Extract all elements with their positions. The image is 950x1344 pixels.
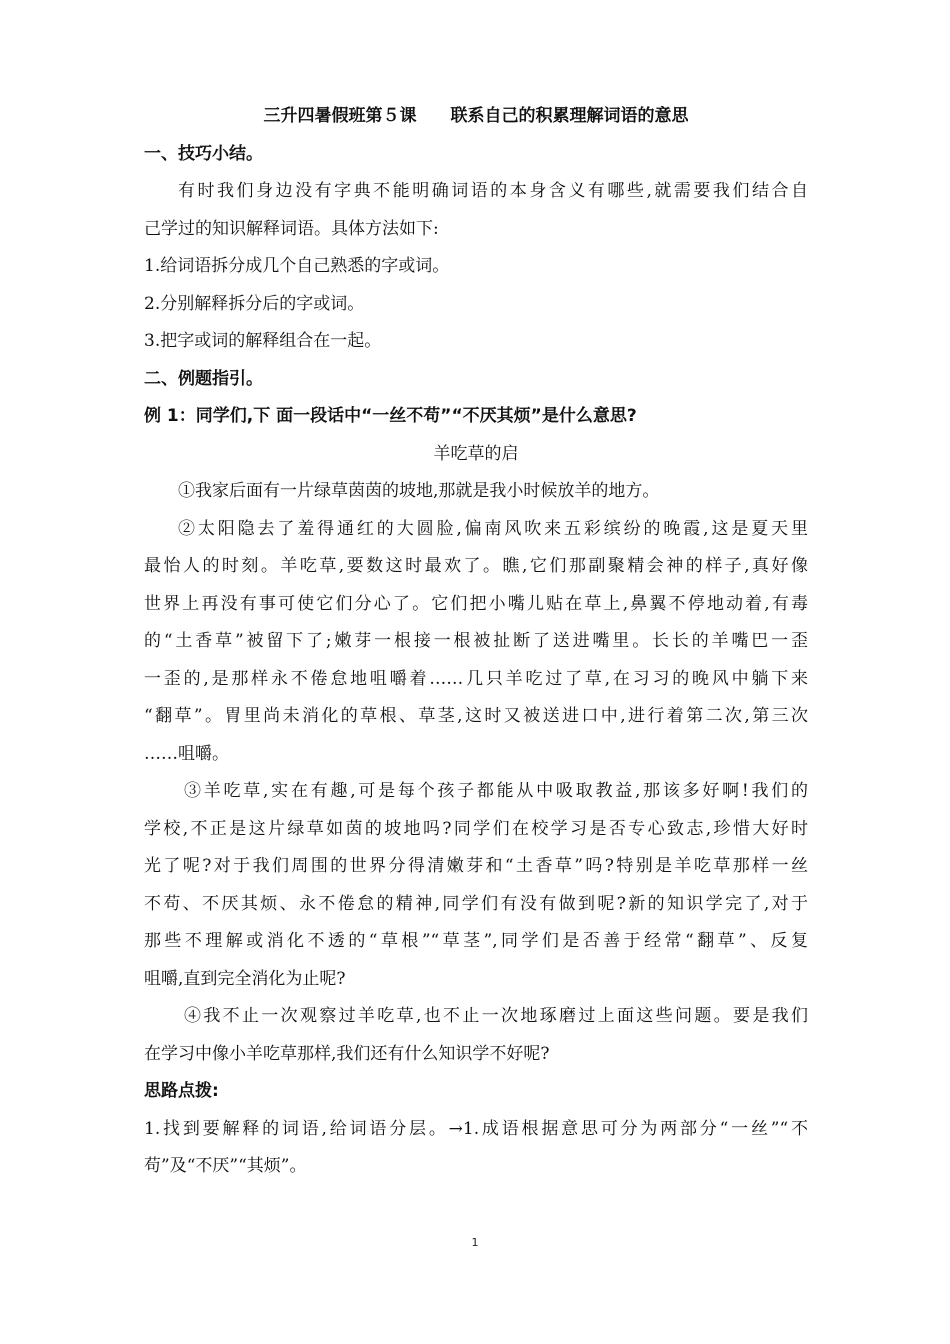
hint-line: 苟”及“不厌”“其烦”。 [144, 1156, 307, 1176]
paragraph-line: 世界上再没有事可使它们分心了。它们把小嘴儿贴在草上,鼻翼不停地动着,有毒 [144, 593, 808, 614]
paragraph-line: ④我不止一次观察过羊吃草,也不止一次地琢磨过上面这些问题。要是我们 [184, 1006, 808, 1026]
paragraph-line: 那些不理解或消化不透的“草根”“草茎”,同学们是否善于经常“翻草”、反复 [144, 931, 808, 951]
intro-line: 有时我们身边没有字典不能明确词语的本身含义有哪些,就需要我们结合自 [178, 181, 808, 201]
paragraph-line: 不苟、不厌其烦、永不倦怠的精神,同学们有没有做到呢?新的知识学完了,对于 [144, 893, 808, 914]
document-page [144, 98, 808, 1186]
paragraph-line: ③羊吃草,实在有趣,可是每个孩子都能从中吸取教益,那该多好啊!我们的 [184, 781, 808, 801]
section-heading-summary: 一、技巧小结。 [144, 143, 263, 164]
example-question: 例 1：同学们,下 面一段话中“一丝不苟”“不厌其烦”是什么意思? [144, 406, 637, 426]
paragraph-line: 学校,不正是这片绿草如茵的坡地吗?同学们在校学习是否专心致志,珍惜大好时 [144, 818, 808, 839]
step-item: 3.把字或词的解释组合在一起。 [144, 331, 382, 351]
paragraph-line: 一歪的,是那样永不倦怠地咀嚼着……几只羊吃过了草,在习习的晚风中躺下来 [144, 668, 808, 689]
paragraph-line: ②太阳隐去了羞得通红的大圆脸,偏南风吹来五彩缤纷的晚霞,这是夏天里 [178, 518, 808, 539]
paragraph-line: 最怡人的时刻。羊吃草,要数这时最欢了。瞧,它们那副聚精会神的样子,真好像 [144, 556, 808, 576]
page-title [144, 98, 808, 136]
paragraph-line: 在学习中像小羊吃草那样,我们还有什么知识学不好呢? [144, 1043, 550, 1064]
passage-title: 羊吃草的启 [433, 443, 519, 464]
page-number: 1 [471, 1236, 479, 1249]
step-item: 1.给词语拆分成几个自己熟悉的字或词。 [144, 256, 450, 276]
paragraph-line: “翻草”。胃里尚未消化的草根、草茎,这时又被送进口中,进行着第二次,第三次 [144, 706, 808, 726]
paragraph-line: ①我家后面有一片绿草茵茵的坡地,那就是我小时候放羊的地方。 [178, 481, 660, 501]
title-lesson: 三升四暑假班第５课 [263, 106, 417, 126]
paragraph-line: ……咀嚼。 [144, 743, 229, 764]
paragraph-line: 光了呢?对于我们周围的世界分得清嫩芽和“土香草”吗?特别是羊吃草那样一丝 [144, 856, 808, 876]
section-heading-examples: 二、例题指引。 [144, 368, 263, 389]
step-item: 2.分别解释拆分后的字或词。 [144, 293, 365, 314]
hint-line: 1.找到要解释的词语,给词语分层。→1.成语根据意思可分为两部分“一丝”“不 [144, 1118, 808, 1139]
hints-heading: 思路点拨: [144, 1081, 219, 1101]
title-topic: 联系自己的积累理解词语的意思 [450, 106, 689, 126]
paragraph-line: 咀嚼,直到完全消化为止呢? [144, 968, 346, 989]
intro-line: 己学过的知识解释词语。具体方法如下: [144, 218, 439, 239]
paragraph-line: 的“土香草”被留下了;嫩芽一根接一根被扯断了送进嘴里。长长的羊嘴巴一歪 [144, 631, 808, 651]
